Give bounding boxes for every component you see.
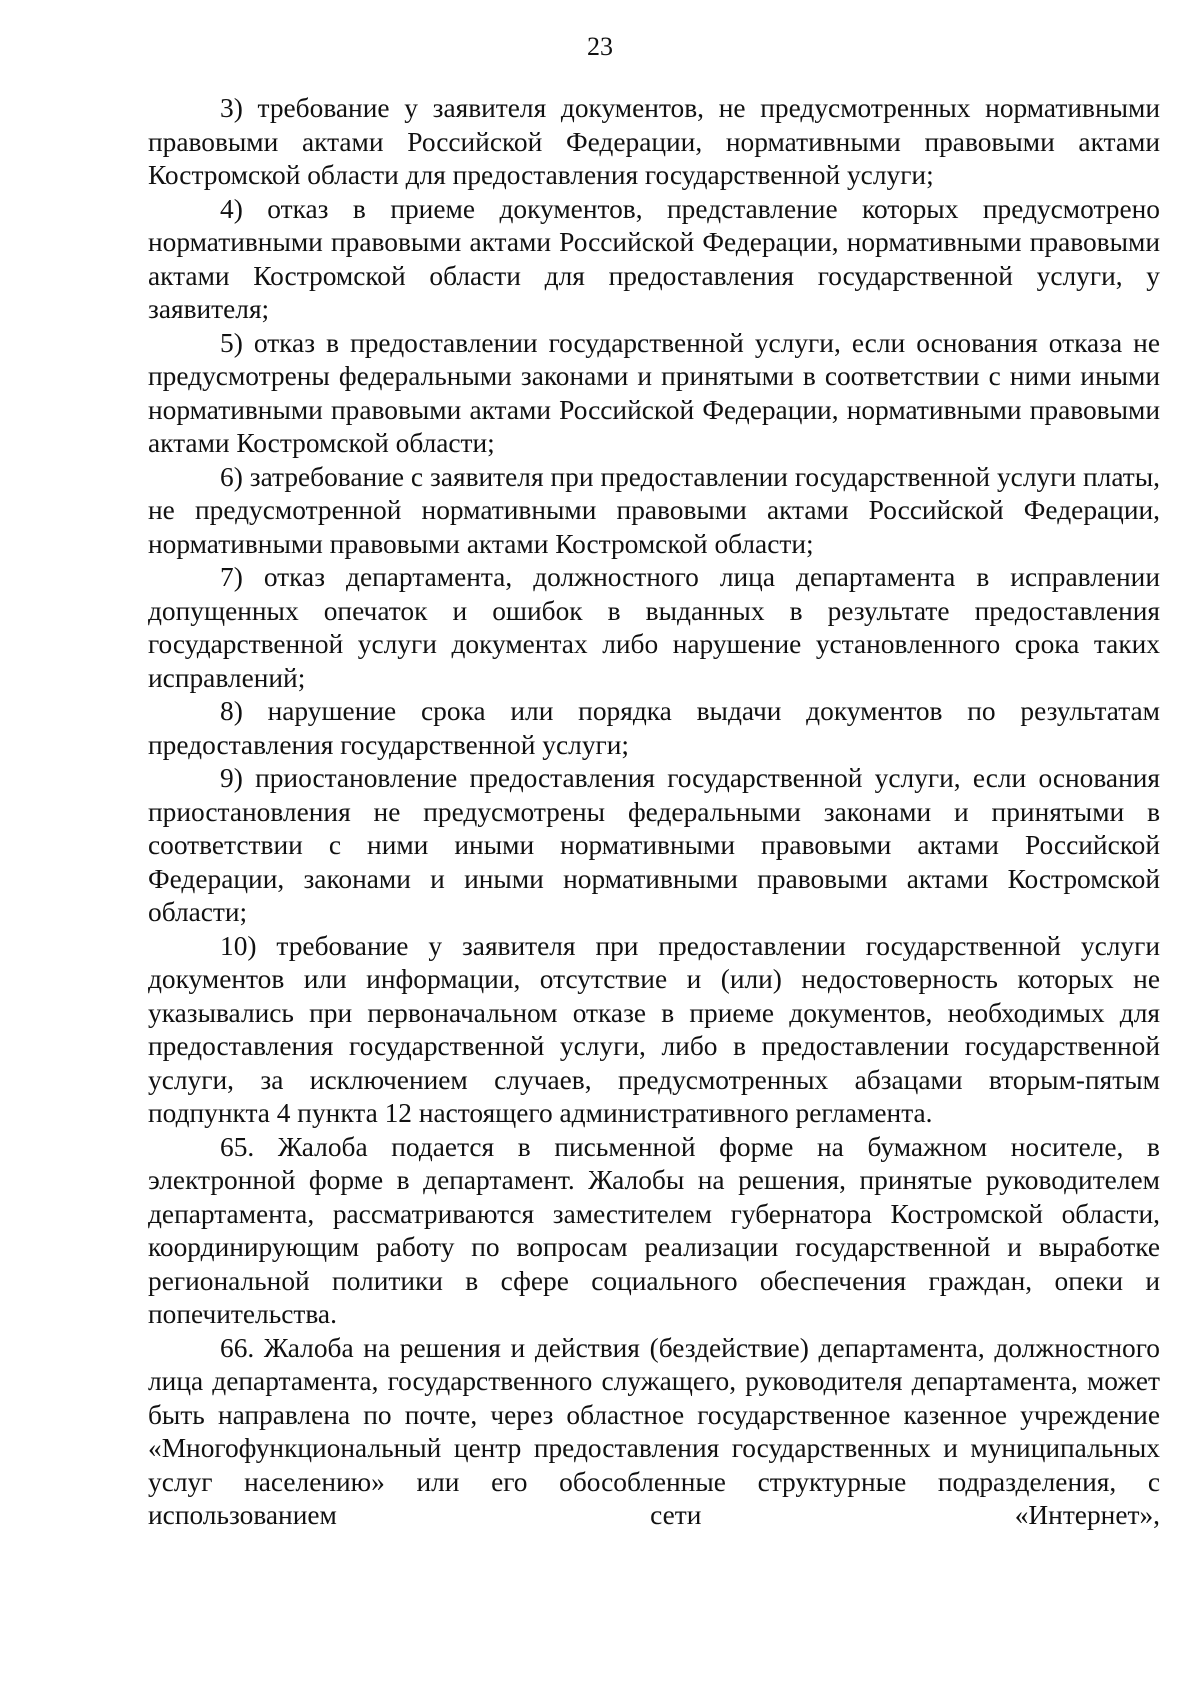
paragraph-item-6: 6) затребование с заявителя при предоставлении государственной услуги платы, не предусмотренной нормативными правовыми актами Российской Федерации, нормативными правовыми актами Костромской области; [148,461,1160,559]
paragraph-item-7: 7) отказ департамента, должностного лица департамента в исправлении допущенных опечаток и ошибок в выданных в результате предоставления государственной услуги документах либо нарушение установленного срока таких исправлений; [148,562,1160,693]
document-body [148,92,1160,1533]
paragraph-item-10: 10) требование у заявителя при предоставлении государственной услуги документов или информации, отсутствие и (или) недостоверность которых не указывались при первоначальном отказе в приеме документов, необходимых для предоставления государственной услуги, либо в предоставлении государственной услуги, за исключением случаев, предусмотренных абзацами вторым-пятым подпункта 4 пункта 12 настоящего административного регламента. [148,930,1160,1128]
paragraph-clause-66: 66. Жалоба на решения и действия (бездействие) департамента, должностного лица департамента, государственного служащего, руководителя департамента, может быть направлена по почте, через областное государственное казенное учреждение «Многофункциональный центр предоставления государственных и муниципальных услуг населению» или его обособленные структурные подразделения, с использованием сети «Интернет», [148,1332,1160,1530]
paragraph-item-8: 8) нарушение срока или порядка выдачи документов по результатам предоставления государственной услуги; [148,696,1160,760]
paragraph-item-5: 5) отказ в предоставлении государственной услуги, если основания отказа не предусмотрены федеральными законами и принятыми в соответствии с ними иными нормативными правовыми актами Российской Федерации, нормативными правовыми актами Костромской области; [148,327,1160,458]
paragraph-clause-65: 65. Жалоба подается в письменной форме на бумажном носителе, в электронной форме в департамент. Жалобы на решения, принятые руководителем департамента, рассматриваются заместителем губернатора Костромской области, координирующим работу по вопросам реализации государственной и выработке региональной политики в сфере социального обеспечения граждан, опеки и попечительства. [148,1131,1160,1329]
page-number: 23 [587,32,613,61]
paragraph-item-3: 3) требование у заявителя документов, не предусмотренных нормативными правовыми актами Российской Федерации, нормативными правовыми актами Костромской области для предоставления государственной услуги; [148,93,1160,190]
paragraph-item-4: 4) отказ в приеме документов, представление которых предусмотрено нормативными правовыми актами Российской Федерации, нормативными правовыми актами Костромской области для предоставления государственной услуги, у заявителя; [148,193,1160,324]
paragraph-item-9: 9) приостановление предоставления государственной услуги, если основания приостановления не предусмотрены федеральными законами и принятыми в соответствии с ними иными нормативными правовыми актами Российской Федерации, законами и иными нормативными правовыми актами Костромской области; [148,763,1160,927]
